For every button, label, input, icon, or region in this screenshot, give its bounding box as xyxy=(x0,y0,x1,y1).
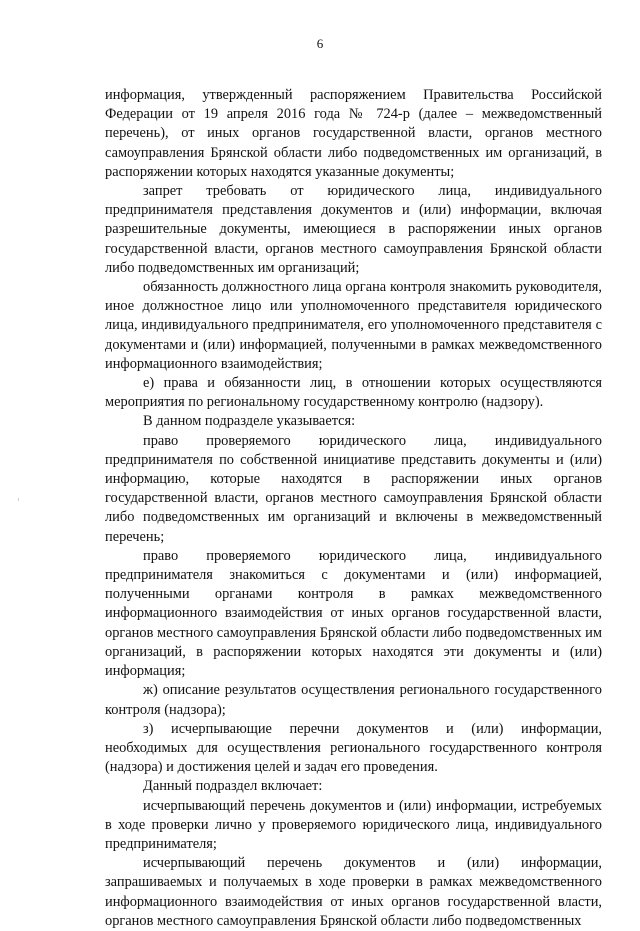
paragraph: ж) описание результатов осуществления регионального государственного контроля (надзора); xyxy=(105,682,602,718)
document-body xyxy=(105,86,602,931)
paragraph: з) исчерпывающие перечни документов и (или) информации, необходимых для осуществления регионального государственного контроля (надзора) и достижения целей и задач его проведения. xyxy=(105,720,602,776)
page-number: 6 xyxy=(316,36,324,51)
paragraph: исчерпывающий перечень документов и (или) информации, запрашиваемых и получаемых в ходе проверки в рамках межведомственного информационного взаимодействия от иных органов государственной власти, органов местного самоуправления Брянской области либо подведомственных xyxy=(105,855,602,929)
paragraph: Данный подраздел включает: xyxy=(143,778,323,795)
paragraph: информация, утвержденный распоряжением Правительства Российской Федерации от 19 апреля 2016 года № 724-р (далее – межведомственный перечень), от иных органов государственной власти, органов местного самоуправления Брянской области либо подведомственных им организаций, в распоряжении которых находятся указанные документы; xyxy=(105,87,602,180)
paragraph: е) права и обязанности лиц, в отношении которых осуществляются мероприятия по региональному государственному контролю (надзору). xyxy=(105,375,602,411)
paragraph: запрет требовать от юридического лица, индивидуального предпринимателя представления документов и (или) информации, включая разрешительные документы, имеющиеся в распоряжении иных органов государственной власти, органов местного самоуправления Брянской области либо подведомственных им организаций; xyxy=(105,183,602,276)
paragraph: право проверяемого юридического лица, индивидуального предпринимателя знакомиться с документами и (или) информацией, полученными органами контроля в рамках межведомственного информационного взаимодействия от иных органов государственной власти, органов местного самоуправления Брянской области либо подведомственных им организаций, в распоряжении которых находятся эти документы и (или) информация; xyxy=(105,547,602,680)
paragraph: В данном подразделе указывается: xyxy=(143,413,356,430)
paragraph: право проверяемого юридического лица, индивидуального предпринимателя по собственной инициативе представить документы и (или) информацию, которые находятся в распоряжении иных органов государственной власти, органов местного самоуправления Брянской области либо подведомственных им организаций и включены в межведомственный перечень; xyxy=(105,432,602,545)
paragraph: исчерпывающий перечень документов и (или) информации, истребуемых в ходе проверки лично у проверяемого юридического лица, индивидуального предпринимателя; xyxy=(105,797,602,852)
scan-artifact-mark xyxy=(18,498,19,501)
paragraph: обязанность должностного лица органа контроля знакомить руководителя, иное должностное лицо или уполномоченного представителя юридического лица, индивидуального предпринимателя, его уполномоченного представителя с документами и (или) информацией, полученными в рамках межведомственного информационного взаимодействия; xyxy=(105,279,602,372)
